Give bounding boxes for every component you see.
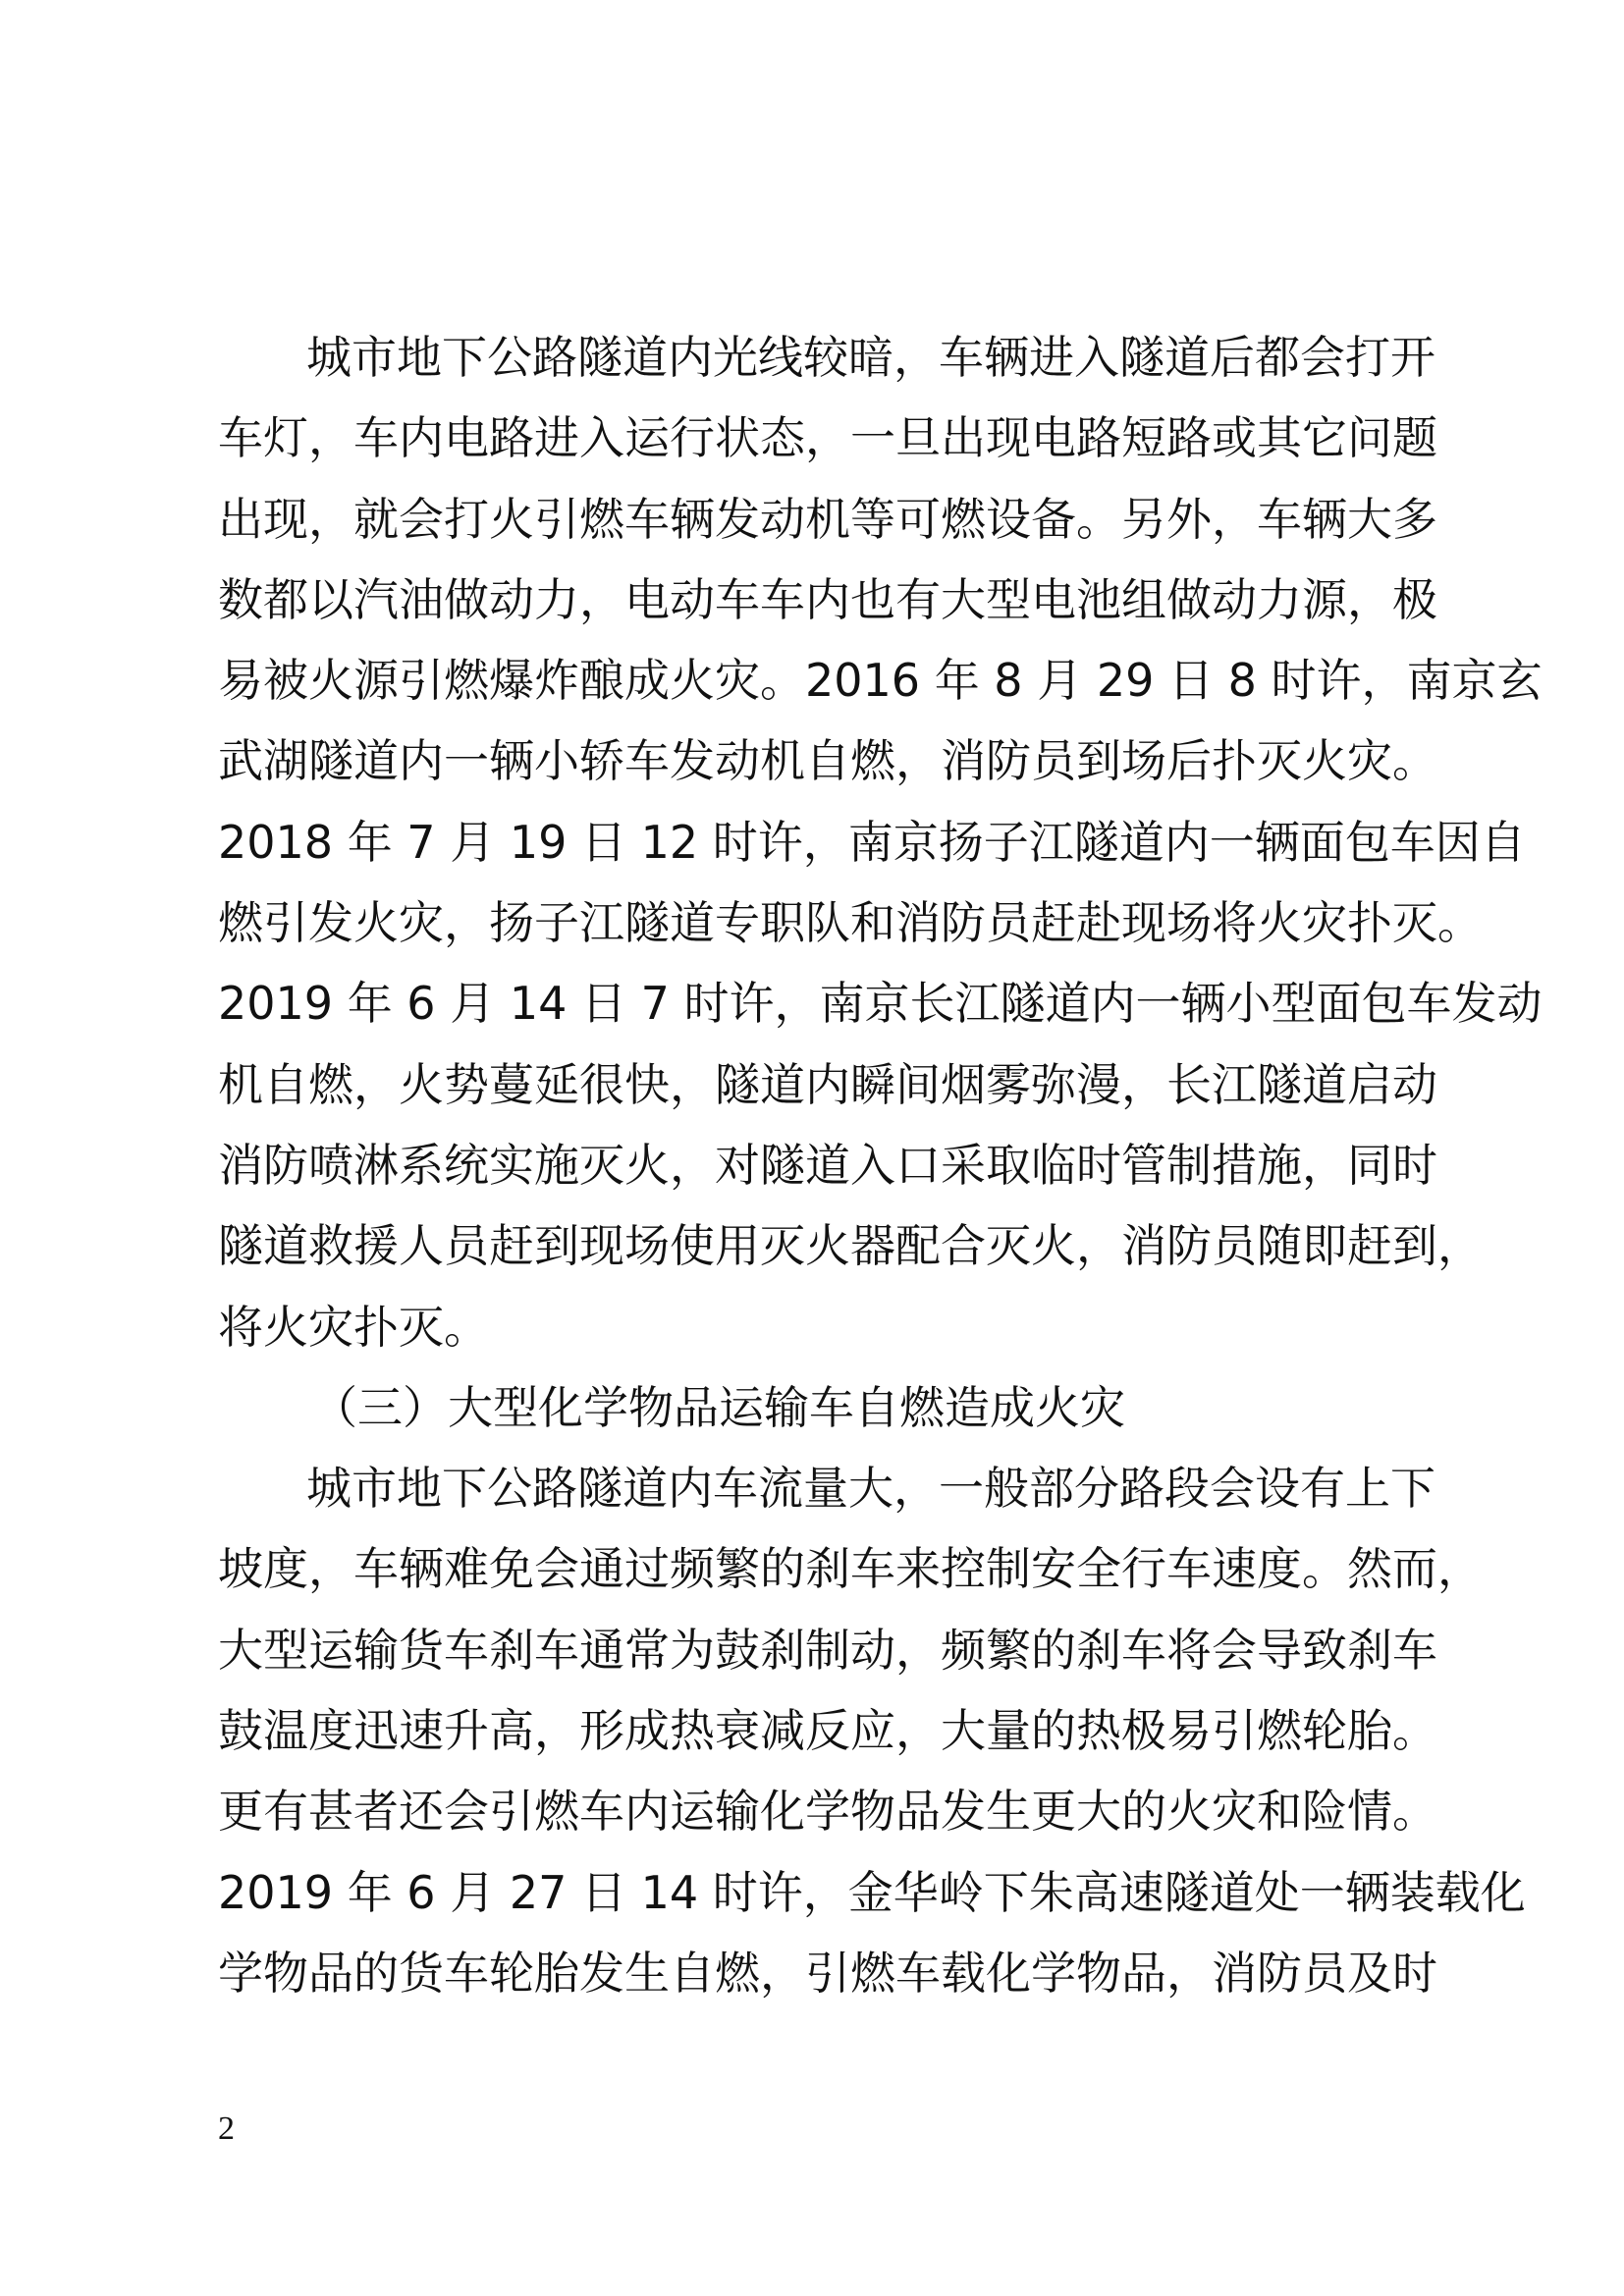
text-line: 车灯，车内电路进入运行状态，一旦出现电路短路或其它问题	[218, 411, 1437, 465]
text-line: 燃引发火灾，扬子江隧道专职队和消防员赶赴现场将火灾扑灭。	[218, 896, 1483, 950]
text-line: 消防喷淋系统实施灭火，对隧道入口采取临时管制措施，同时	[218, 1138, 1437, 1192]
text-line: 将火灾扑灭。	[218, 1300, 489, 1354]
document-body	[218, 317, 1543, 2013]
text-line: 数都以汽油做动力，电动车车内也有大型电池组做动力源，极	[218, 572, 1437, 626]
text-line: 坡度，车辆难免会通过频繁的刹车来控制安全行车速度。然而，	[218, 1542, 1483, 1596]
text-line: 学物品的货车轮胎发生自燃，引燃车载化学物品，消防员及时	[218, 1946, 1437, 2000]
text-line: 2019 年 6 月 27 日 14 时许，金华岭下朱高速隧道处一辆装载化	[218, 1865, 1526, 1919]
text-line: 武湖隧道内一辆小轿车发动机自燃，消防员到场后扑灭火灾。	[218, 734, 1437, 788]
page-number: 2	[218, 2110, 235, 2147]
text-line: 隧道救援人员赶到现场使用灭火器配合灭火，消防员随即赶到，	[218, 1219, 1483, 1273]
text-line: 2018 年 7 月 19 日 12 时许，南京扬子江隧道内一辆面包车因自	[218, 815, 1526, 869]
text-line: 城市地下公路隧道内车流量大，一般部分路段会设有上下	[306, 1462, 1435, 1516]
text-line: 出现，就会打火引燃车辆发动机等可燃设备。另外，车辆大多	[218, 492, 1437, 546]
section-heading: （三）大型化学物品运输车自燃造成火灾	[312, 1380, 1125, 1434]
text-line: 易被火源引燃爆炸酿成火灾。2016 年 8 月 29 日 8 时许，南京玄	[218, 654, 1543, 708]
text-line: 更有甚者还会引燃车内运输化学物品发生更大的火灾和险情。	[218, 1785, 1437, 1839]
text-line: 城市地下公路隧道内光线较暗，车辆进入隧道后都会打开	[306, 331, 1435, 384]
text-line: 机自燃，火势蔓延很快，隧道内瞬间烟雾弥漫，长江隧道启动	[218, 1057, 1437, 1111]
paragraph-vehicle-fires	[218, 317, 1543, 1367]
paragraph-chemical-truck-fires	[218, 1448, 1526, 2013]
text-line: 2019 年 6 月 14 日 7 时许，南京长江隧道内一辆小型面包车发动	[218, 977, 1543, 1031]
text-line: 鼓温度迅速升高，形成热衰减反应，大量的热极易引燃轮胎。	[218, 1704, 1437, 1758]
text-line: 大型运输货车刹车通常为鼓刹制动，频繁的刹车将会导致刹车	[218, 1623, 1437, 1677]
